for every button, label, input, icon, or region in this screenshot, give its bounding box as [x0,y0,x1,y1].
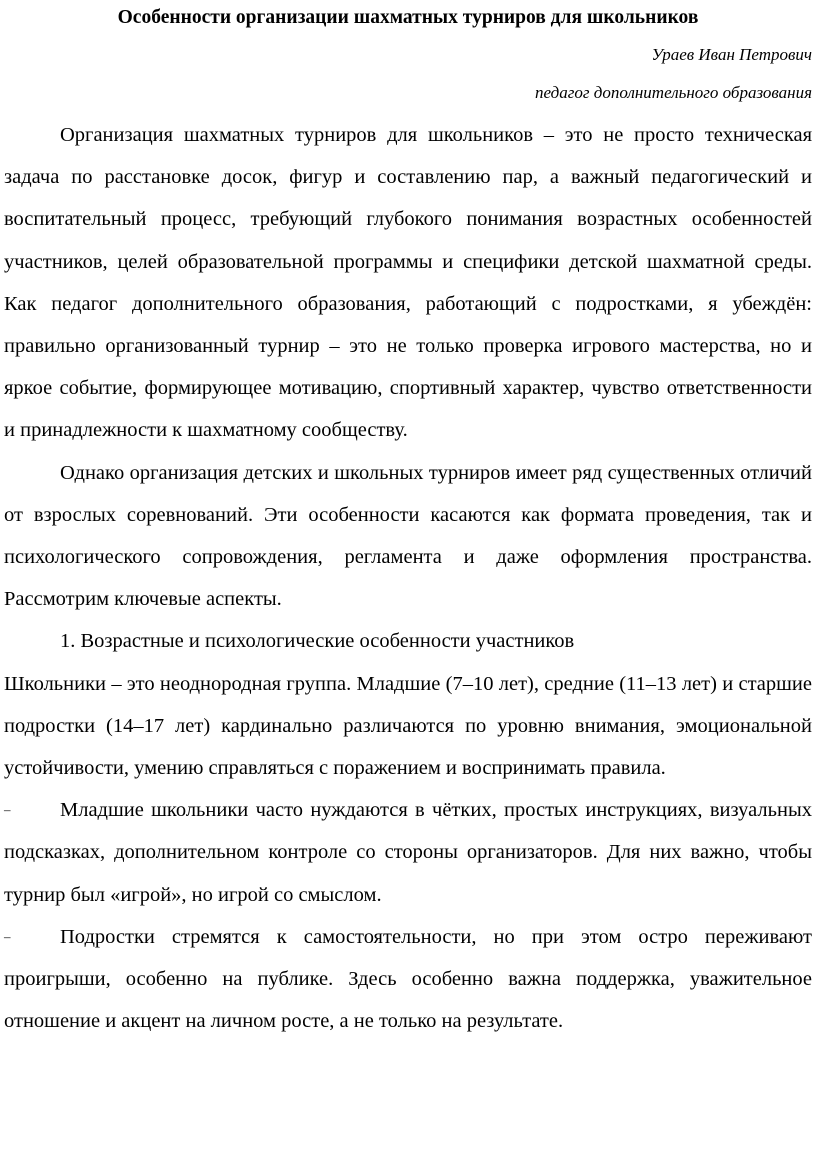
section-heading: 1. Возрастные и психологические особенности участников [60,630,575,653]
author-position: педагог дополнительного образования [535,83,812,102]
document-body [4,114,812,1042]
document-title: Особенности организации шахматных турниров для школьников [117,7,699,28]
list-item-younger-text: Младшие школьники часто нуждаются в чётких, простых инструкциях, визуальных подсказках, дополнительном контроле со стороны организаторов. Для них важно, чтобы турнир был «игрой», но игрой со смыслом. [4,799,812,906]
paragraph-differences: Однако организация детских и школьных турниров имеет ряд существенных отличий от взрослых соревнований. Эти особенности касаются как формата проведения, так и психологического сопровождения, регламента и даже оформления пространства. Рассмотрим ключевые аспекты. [4,461,812,611]
list-item-teens-text: Подростки стремятся к самостоятельности, но при этом остро переживают проигрыши, особенно на публике. Здесь особенно важна поддержка, уважительное отношение и акцент на личном росте, а не только на результате. [4,925,812,1033]
list-dash-marker: – [4,928,11,944]
author-name: Ураев Иван Петрович [651,45,812,64]
paragraph-intro: Организация шахматных турниров для школьников – это не просто техническая задача по расстановке досок, фигур и составлению пар, а важный педагогический и воспитательный процесс, требующий глубокого понимания возрастных особенностей участников, целей образовательной программы и специфики детской шахматной среды. Как педагог дополнительного образования, работающий с подростками, я убеждён: правильно организованный турнир – это не только проверка игрового мастерства, но и яркое событие, формирующее мотивацию, спортивный характер, чувство ответственности и принадлежности к шахматному сообществу. [4,124,812,442]
list-item-younger [4,789,812,916]
list-item-teens [4,916,812,1043]
section-paragraph: Школьники – это неоднородная группа. Младшие (7–10 лет), средние (11–13 лет) и старшие подростки (14–17 лет) кардинально различаются по уровню внимания, эмоциональной устойчивости, умению справляться с поражением и воспринимать правила. [4,672,812,780]
list-dash-marker: – [4,802,11,818]
